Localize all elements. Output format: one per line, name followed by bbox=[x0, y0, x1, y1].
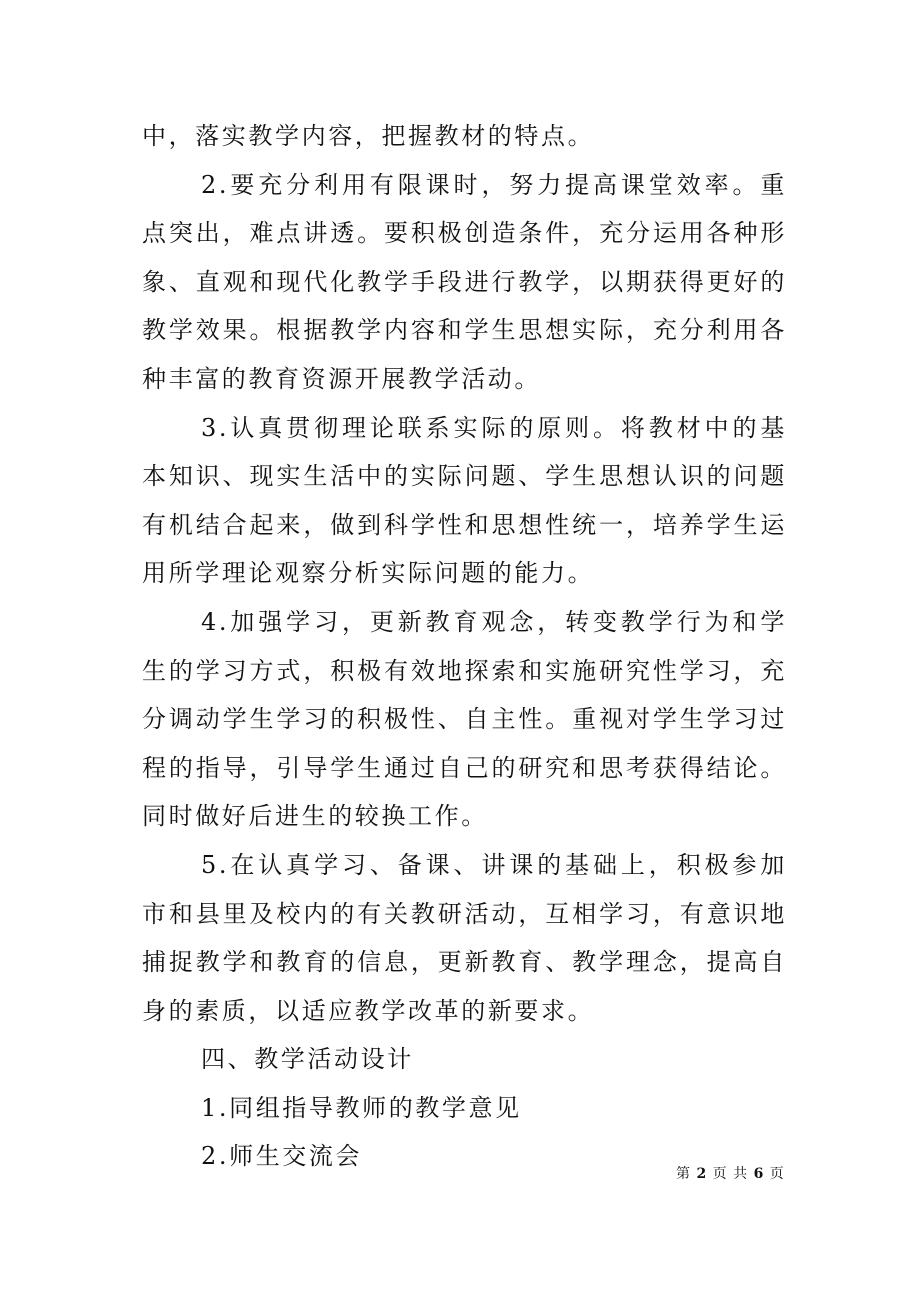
paragraph-item-4: 4.加强学习，更新教育观念，转变教学行为和学生的学习方式，积极有效地探索和实施研究性学习，充分调动学生学习的积极性、自主性。重视对学生学习过程的指导，引导学生通过自己的研究和思考获得结论。同时做好后进生的较换工作。 bbox=[142, 607, 787, 831]
total-pages: 6 bbox=[753, 1166, 765, 1182]
page-middle: 页 共 bbox=[712, 1166, 749, 1182]
body-text bbox=[142, 112, 787, 1181]
paragraph-item-2: 2.要充分利用有限课时，努力提高课堂效率。重点突出，难点讲透。要积极创造条件，充分运用各种形象、直观和现代化教学手段进行教学，以期获得更好的教学效果。根据教学内容和学生思想实际，充分利用各种丰富的教育资源开展教学活动。 bbox=[142, 170, 787, 393]
paragraph-item-5: 5.在认真学习、备课、讲课的基础上，积极参加市和县里及校内的有关教研活动，互相学习，有意识地捕捉教学和教育的信息，更新教育、教学理念，提高自身的素质，以适应教学改革的新要求。 bbox=[142, 850, 787, 1025]
paragraph-item-3: 3.认真贯彻理论联系实际的原则。将教材中的基本知识、现实生活中的实际问题、学生思想认识的问题有机结合起来，做到科学性和思想性统一，培养学生运用所学理论观察分析实际问题的能力。 bbox=[142, 413, 787, 588]
section-heading: 四、教学活动设计 bbox=[201, 1045, 414, 1074]
current-page: 2 bbox=[696, 1166, 708, 1182]
list-item: 2.师生交流会 bbox=[201, 1142, 363, 1171]
page-suffix: 页 bbox=[769, 1166, 785, 1182]
page-prefix: 第 bbox=[676, 1166, 691, 1182]
page-number bbox=[676, 1164, 785, 1184]
paragraph-continuation: 中，落实教学内容，把握教材的特点。 bbox=[142, 122, 595, 150]
list-item: 1.同组指导教师的教学意见 bbox=[201, 1093, 522, 1122]
